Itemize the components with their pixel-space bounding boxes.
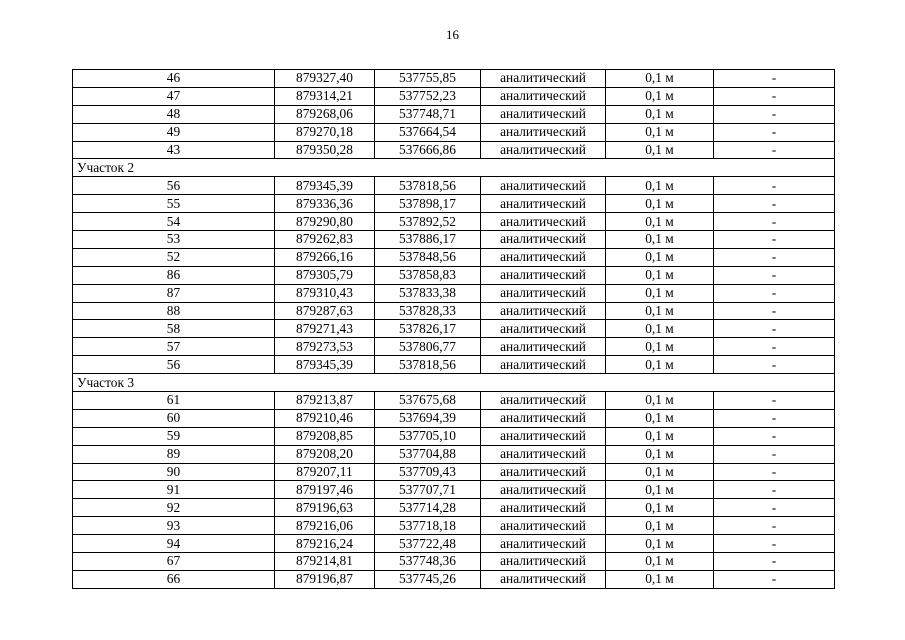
method-cell: аналитический bbox=[481, 266, 606, 284]
x-coordinate-cell: 879345,39 bbox=[275, 177, 375, 195]
point-number-cell: 55 bbox=[73, 195, 275, 213]
accuracy-cell: 0,1 м bbox=[606, 481, 714, 499]
note-cell: - bbox=[714, 499, 835, 517]
x-coordinate-cell: 879207,11 bbox=[275, 463, 375, 481]
y-coordinate-cell: 537709,43 bbox=[375, 463, 481, 481]
point-number-cell: 61 bbox=[73, 392, 275, 410]
note-cell: - bbox=[714, 195, 835, 213]
x-coordinate-cell: 879327,40 bbox=[275, 70, 375, 88]
accuracy-cell: 0,1 м bbox=[606, 445, 714, 463]
note-cell: - bbox=[714, 517, 835, 535]
method-cell: аналитический bbox=[481, 284, 606, 302]
table-row bbox=[73, 517, 835, 535]
note-cell: - bbox=[714, 231, 835, 249]
accuracy-cell: 0,1 м bbox=[606, 517, 714, 535]
section-label: Участок 3 bbox=[73, 374, 835, 392]
table-row bbox=[73, 177, 835, 195]
x-coordinate-cell: 879266,16 bbox=[275, 248, 375, 266]
table-row bbox=[73, 553, 835, 571]
point-number-cell: 49 bbox=[73, 123, 275, 141]
accuracy-cell: 0,1 м bbox=[606, 427, 714, 445]
x-coordinate-cell: 879214,81 bbox=[275, 553, 375, 571]
point-number-cell: 47 bbox=[73, 87, 275, 105]
accuracy-cell: 0,1 м bbox=[606, 392, 714, 410]
method-cell: аналитический bbox=[481, 70, 606, 88]
method-cell: аналитический bbox=[481, 570, 606, 588]
note-cell: - bbox=[714, 87, 835, 105]
accuracy-cell: 0,1 м bbox=[606, 248, 714, 266]
y-coordinate-cell: 537898,17 bbox=[375, 195, 481, 213]
y-coordinate-cell: 537748,71 bbox=[375, 105, 481, 123]
y-coordinate-cell: 537752,23 bbox=[375, 87, 481, 105]
method-cell: аналитический bbox=[481, 356, 606, 374]
y-coordinate-cell: 537826,17 bbox=[375, 320, 481, 338]
note-cell: - bbox=[714, 463, 835, 481]
method-cell: аналитический bbox=[481, 427, 606, 445]
table-row bbox=[73, 87, 835, 105]
method-cell: аналитический bbox=[481, 177, 606, 195]
table-row bbox=[73, 535, 835, 553]
table-row bbox=[73, 231, 835, 249]
section-header-row bbox=[73, 374, 835, 392]
y-coordinate-cell: 537707,71 bbox=[375, 481, 481, 499]
note-cell: - bbox=[714, 481, 835, 499]
note-cell: - bbox=[714, 266, 835, 284]
method-cell: аналитический bbox=[481, 231, 606, 249]
point-number-cell: 54 bbox=[73, 213, 275, 231]
point-number-cell: 43 bbox=[73, 141, 275, 159]
table-row bbox=[73, 445, 835, 463]
x-coordinate-cell: 879196,63 bbox=[275, 499, 375, 517]
accuracy-cell: 0,1 м bbox=[606, 338, 714, 356]
x-coordinate-cell: 879208,85 bbox=[275, 427, 375, 445]
table-row bbox=[73, 320, 835, 338]
table-row bbox=[73, 70, 835, 88]
note-cell: - bbox=[714, 213, 835, 231]
method-cell: аналитический bbox=[481, 553, 606, 571]
point-number-cell: 89 bbox=[73, 445, 275, 463]
note-cell: - bbox=[714, 320, 835, 338]
table-row bbox=[73, 570, 835, 588]
method-cell: аналитический bbox=[481, 463, 606, 481]
coordinates-table-body bbox=[73, 70, 835, 589]
section-header-row bbox=[73, 159, 835, 177]
method-cell: аналитический bbox=[481, 517, 606, 535]
method-cell: аналитический bbox=[481, 481, 606, 499]
y-coordinate-cell: 537714,28 bbox=[375, 499, 481, 517]
y-coordinate-cell: 537818,56 bbox=[375, 177, 481, 195]
method-cell: аналитический bbox=[481, 320, 606, 338]
table-row bbox=[73, 463, 835, 481]
y-coordinate-cell: 537828,33 bbox=[375, 302, 481, 320]
y-coordinate-cell: 537748,36 bbox=[375, 553, 481, 571]
note-cell: - bbox=[714, 356, 835, 374]
accuracy-cell: 0,1 м bbox=[606, 70, 714, 88]
y-coordinate-cell: 537675,68 bbox=[375, 392, 481, 410]
y-coordinate-cell: 537818,56 bbox=[375, 356, 481, 374]
point-number-cell: 91 bbox=[73, 481, 275, 499]
method-cell: аналитический bbox=[481, 195, 606, 213]
accuracy-cell: 0,1 м bbox=[606, 284, 714, 302]
point-number-cell: 52 bbox=[73, 248, 275, 266]
section-label: Участок 2 bbox=[73, 159, 835, 177]
note-cell: - bbox=[714, 427, 835, 445]
x-coordinate-cell: 879197,46 bbox=[275, 481, 375, 499]
note-cell: - bbox=[714, 338, 835, 356]
table-row bbox=[73, 338, 835, 356]
y-coordinate-cell: 537806,77 bbox=[375, 338, 481, 356]
y-coordinate-cell: 537664,54 bbox=[375, 123, 481, 141]
point-number-cell: 53 bbox=[73, 231, 275, 249]
method-cell: аналитический bbox=[481, 445, 606, 463]
x-coordinate-cell: 879290,80 bbox=[275, 213, 375, 231]
table-row bbox=[73, 499, 835, 517]
x-coordinate-cell: 879350,28 bbox=[275, 141, 375, 159]
note-cell: - bbox=[714, 248, 835, 266]
method-cell: аналитический bbox=[481, 123, 606, 141]
accuracy-cell: 0,1 м bbox=[606, 499, 714, 517]
x-coordinate-cell: 879262,83 bbox=[275, 231, 375, 249]
y-coordinate-cell: 537718,18 bbox=[375, 517, 481, 535]
x-coordinate-cell: 879336,36 bbox=[275, 195, 375, 213]
y-coordinate-cell: 537858,83 bbox=[375, 266, 481, 284]
point-number-cell: 60 bbox=[73, 409, 275, 427]
x-coordinate-cell: 879213,87 bbox=[275, 392, 375, 410]
table-row bbox=[73, 356, 835, 374]
y-coordinate-cell: 537694,39 bbox=[375, 409, 481, 427]
x-coordinate-cell: 879208,20 bbox=[275, 445, 375, 463]
accuracy-cell: 0,1 м bbox=[606, 231, 714, 249]
table-row bbox=[73, 481, 835, 499]
y-coordinate-cell: 537886,17 bbox=[375, 231, 481, 249]
x-coordinate-cell: 879345,39 bbox=[275, 356, 375, 374]
point-number-cell: 56 bbox=[73, 177, 275, 195]
method-cell: аналитический bbox=[481, 141, 606, 159]
page-number: 16 bbox=[446, 27, 459, 42]
x-coordinate-cell: 879314,21 bbox=[275, 87, 375, 105]
coordinates-table bbox=[72, 69, 835, 589]
accuracy-cell: 0,1 м bbox=[606, 570, 714, 588]
note-cell: - bbox=[714, 177, 835, 195]
y-coordinate-cell: 537848,56 bbox=[375, 248, 481, 266]
accuracy-cell: 0,1 м bbox=[606, 302, 714, 320]
y-coordinate-cell: 537666,86 bbox=[375, 141, 481, 159]
accuracy-cell: 0,1 м bbox=[606, 87, 714, 105]
note-cell: - bbox=[714, 123, 835, 141]
x-coordinate-cell: 879216,06 bbox=[275, 517, 375, 535]
x-coordinate-cell: 879305,79 bbox=[275, 266, 375, 284]
method-cell: аналитический bbox=[481, 87, 606, 105]
method-cell: аналитический bbox=[481, 338, 606, 356]
accuracy-cell: 0,1 м bbox=[606, 535, 714, 553]
x-coordinate-cell: 879310,43 bbox=[275, 284, 375, 302]
note-cell: - bbox=[714, 141, 835, 159]
table-row bbox=[73, 392, 835, 410]
y-coordinate-cell: 537704,88 bbox=[375, 445, 481, 463]
point-number-cell: 94 bbox=[73, 535, 275, 553]
method-cell: аналитический bbox=[481, 302, 606, 320]
accuracy-cell: 0,1 м bbox=[606, 463, 714, 481]
note-cell: - bbox=[714, 105, 835, 123]
table-row bbox=[73, 266, 835, 284]
x-coordinate-cell: 879271,43 bbox=[275, 320, 375, 338]
accuracy-cell: 0,1 м bbox=[606, 409, 714, 427]
point-number-cell: 48 bbox=[73, 105, 275, 123]
accuracy-cell: 0,1 м bbox=[606, 141, 714, 159]
table-row bbox=[73, 248, 835, 266]
note-cell: - bbox=[714, 70, 835, 88]
y-coordinate-cell: 537705,10 bbox=[375, 427, 481, 445]
point-number-cell: 58 bbox=[73, 320, 275, 338]
method-cell: аналитический bbox=[481, 535, 606, 553]
x-coordinate-cell: 879268,06 bbox=[275, 105, 375, 123]
y-coordinate-cell: 537833,38 bbox=[375, 284, 481, 302]
method-cell: аналитический bbox=[481, 409, 606, 427]
point-number-cell: 88 bbox=[73, 302, 275, 320]
x-coordinate-cell: 879196,87 bbox=[275, 570, 375, 588]
y-coordinate-cell: 537745,26 bbox=[375, 570, 481, 588]
point-number-cell: 67 bbox=[73, 553, 275, 571]
accuracy-cell: 0,1 м bbox=[606, 195, 714, 213]
point-number-cell: 46 bbox=[73, 70, 275, 88]
table-row bbox=[73, 427, 835, 445]
point-number-cell: 93 bbox=[73, 517, 275, 535]
method-cell: аналитический bbox=[481, 392, 606, 410]
accuracy-cell: 0,1 м bbox=[606, 213, 714, 231]
x-coordinate-cell: 879216,24 bbox=[275, 535, 375, 553]
y-coordinate-cell: 537722,48 bbox=[375, 535, 481, 553]
accuracy-cell: 0,1 м bbox=[606, 356, 714, 374]
y-coordinate-cell: 537755,85 bbox=[375, 70, 481, 88]
accuracy-cell: 0,1 м bbox=[606, 266, 714, 284]
method-cell: аналитический bbox=[481, 105, 606, 123]
point-number-cell: 92 bbox=[73, 499, 275, 517]
method-cell: аналитический bbox=[481, 248, 606, 266]
point-number-cell: 59 bbox=[73, 427, 275, 445]
table-row bbox=[73, 105, 835, 123]
accuracy-cell: 0,1 м bbox=[606, 105, 714, 123]
table-row bbox=[73, 409, 835, 427]
table-row bbox=[73, 195, 835, 213]
accuracy-cell: 0,1 м bbox=[606, 320, 714, 338]
note-cell: - bbox=[714, 409, 835, 427]
x-coordinate-cell: 879287,63 bbox=[275, 302, 375, 320]
y-coordinate-cell: 537892,52 bbox=[375, 213, 481, 231]
note-cell: - bbox=[714, 570, 835, 588]
x-coordinate-cell: 879273,53 bbox=[275, 338, 375, 356]
note-cell: - bbox=[714, 392, 835, 410]
table-row bbox=[73, 213, 835, 231]
point-number-cell: 90 bbox=[73, 463, 275, 481]
table-row bbox=[73, 302, 835, 320]
x-coordinate-cell: 879270,18 bbox=[275, 123, 375, 141]
method-cell: аналитический bbox=[481, 499, 606, 517]
table-row bbox=[73, 284, 835, 302]
note-cell: - bbox=[714, 445, 835, 463]
point-number-cell: 87 bbox=[73, 284, 275, 302]
point-number-cell: 56 bbox=[73, 356, 275, 374]
note-cell: - bbox=[714, 553, 835, 571]
method-cell: аналитический bbox=[481, 213, 606, 231]
point-number-cell: 66 bbox=[73, 570, 275, 588]
accuracy-cell: 0,1 м bbox=[606, 177, 714, 195]
note-cell: - bbox=[714, 284, 835, 302]
note-cell: - bbox=[714, 302, 835, 320]
accuracy-cell: 0,1 м bbox=[606, 553, 714, 571]
table-row bbox=[73, 141, 835, 159]
accuracy-cell: 0,1 м bbox=[606, 123, 714, 141]
point-number-cell: 57 bbox=[73, 338, 275, 356]
x-coordinate-cell: 879210,46 bbox=[275, 409, 375, 427]
note-cell: - bbox=[714, 535, 835, 553]
point-number-cell: 86 bbox=[73, 266, 275, 284]
table-row bbox=[73, 123, 835, 141]
